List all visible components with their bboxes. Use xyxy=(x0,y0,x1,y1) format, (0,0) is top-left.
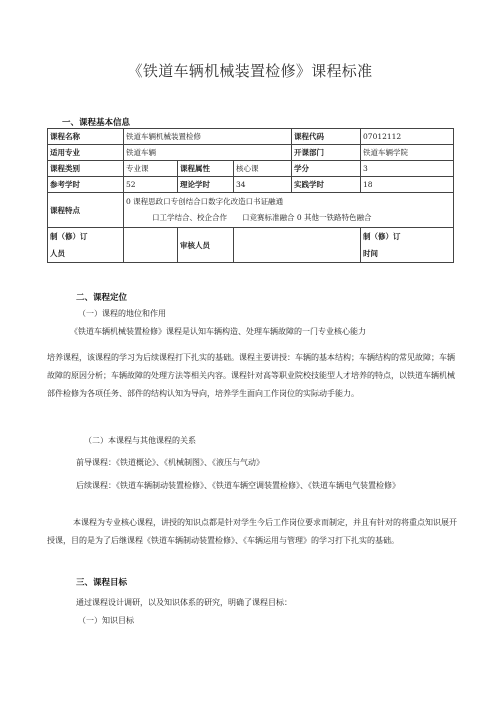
paragraph-1-first-line: 《铁道车辆机械装置检修》课程是认知车辆构造、处理车辆故障的一门专业核心能力 xyxy=(70,327,366,336)
features-line-1: 0 课程思政口专创结合口数字化改造口书证融通 xyxy=(126,197,284,206)
course-info-table xyxy=(47,128,454,263)
label-course-name: 课程名称 xyxy=(48,129,124,145)
label-major: 适用专业 xyxy=(48,145,124,161)
label-revision-time-line-2: 时间 xyxy=(363,249,379,258)
document-title: 《铁道车辆机械装置检修》课程标准 xyxy=(127,62,373,80)
table-row xyxy=(48,145,454,161)
label-course-attribute: 课程属性 xyxy=(178,161,234,177)
value-credits: 3 xyxy=(361,161,454,177)
label-theory-hours: 理论学时 xyxy=(178,177,234,193)
subheading-course-relations: （二）本课程与其他课程的关系 xyxy=(84,436,196,445)
value-course-code: 07012112 xyxy=(361,129,454,145)
value-department: 铁道车辆学院 xyxy=(361,145,454,161)
label-department: 开课部门 xyxy=(292,145,361,161)
value-major: 铁道车辆 xyxy=(124,145,292,161)
value-practice-hours: 18 xyxy=(361,177,454,193)
value-reviewer xyxy=(234,228,361,263)
label-course-code: 课程代码 xyxy=(292,129,361,145)
table-row xyxy=(48,161,454,177)
section-heading-objectives: 三、课程目标 xyxy=(76,578,128,588)
value-course-name: 铁道车辆机械装置检修 xyxy=(124,129,292,145)
label-revision-time xyxy=(361,228,454,263)
value-reference-hours: 52 xyxy=(124,177,178,193)
value-course-attribute: 核心课 xyxy=(234,161,292,177)
paragraph-2: 本课程为专业核心课程，讲授的知识点都是针对学生今后工作岗位要求而制定，并且有针对的将重点知识展开授课，目的是为了后继课程《铁道车辆制动装置检修》、《车辆运用与管理》的学习打下扎实的基础。 xyxy=(47,518,457,545)
label-reviser xyxy=(48,228,124,263)
section-heading-basic-info: 一、课程基本信息 xyxy=(62,118,131,128)
label-reviewer: 审核人员 xyxy=(178,228,234,263)
value-course-category: 专业课 xyxy=(124,161,178,177)
label-revision-time-line-1: 制（修）订 xyxy=(363,232,401,241)
paragraph-1-body: 培养课程，该课程的学习为后续课程打下扎实的基础。课程主要讲授：车辆的基本结构；车辆结构的常见故障；车辆故障的原因分析；车辆故障的处理方法等相关内容。课程针对高等职业院校技能型人才培养的特点，以铁道车辆机械部件检修为各项任务、部件的结构认知为导向，培养学生面向工作岗位的实际动手能力。 xyxy=(47,353,455,398)
label-reviser-line-2: 人员 xyxy=(50,249,65,258)
label-practice-hours: 实践学时 xyxy=(292,177,361,193)
label-reviser-line-1: 制（修）订 xyxy=(50,232,88,241)
paragraph-3: 通过课程设计调研，以及知识体系的研究，明确了课程目标： xyxy=(76,598,292,607)
follow-up-courses: 后续课程：《铁道车辆制动装置检修》、《铁道车辆空调装置检修》、《铁道车辆电气装置检修》 xyxy=(76,481,400,490)
table-row xyxy=(48,129,454,145)
table-row xyxy=(48,193,454,228)
label-credits: 学分 xyxy=(292,161,361,177)
table-row xyxy=(48,228,454,263)
features-line-2: 口工学结合、校企合作 口竞赛标准融合 0 其他一铁路特色融合 xyxy=(152,213,372,222)
table-row xyxy=(48,177,454,193)
value-course-features xyxy=(124,193,454,228)
label-course-category: 课程类别 xyxy=(48,161,124,177)
prerequisite-courses: 前导课程：《铁道概论》、《机械制图》、《液压与气动》 xyxy=(76,458,264,467)
subheading-status-role: （一）课程的地位和作用 xyxy=(78,309,166,318)
label-reference-hours: 参考学时 xyxy=(48,177,124,193)
value-reviser xyxy=(124,228,178,263)
section-heading-positioning: 二、课程定位 xyxy=(76,293,128,303)
label-course-features: 课程特点 xyxy=(48,193,124,228)
subheading-knowledge-goals: （一）知识目标 xyxy=(78,616,134,625)
value-theory-hours: 34 xyxy=(234,177,292,193)
